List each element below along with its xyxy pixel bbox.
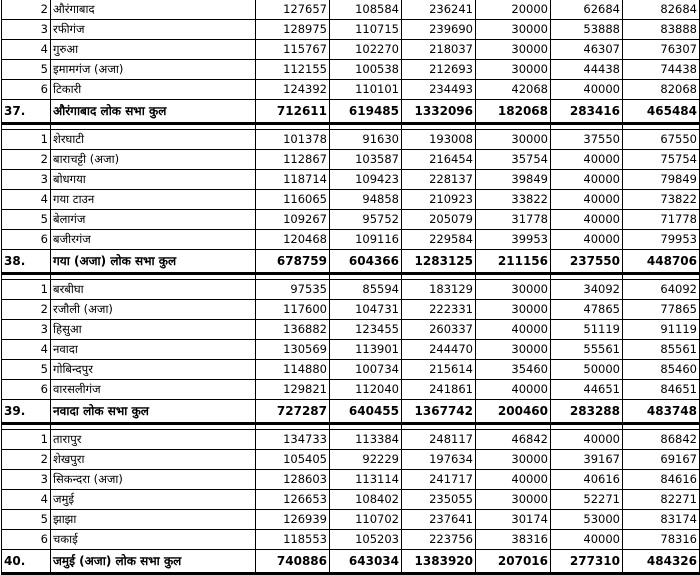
serial-number: 5 (2, 60, 51, 80)
value-f-cell: 83888 (623, 20, 700, 40)
value-d-cell: 31778 (476, 210, 551, 230)
lok-sabha-number: 37. (2, 100, 51, 124)
total-electors-cell: 236241 (402, 0, 476, 20)
value-f-cell: 84651 (623, 380, 700, 400)
serial-number: 2 (2, 300, 51, 320)
value-f-cell: 78316 (623, 530, 700, 550)
total-electors-male-total: 678759 (256, 250, 330, 274)
total-electors-male-cell: 118714 (256, 170, 330, 190)
value-e-cell: 47865 (551, 300, 623, 320)
total-electors-cell: 239690 (402, 20, 476, 40)
serial-number: 2 (2, 0, 51, 20)
value-e-cell: 40000 (551, 190, 623, 210)
lok-sabha-total-label: नवादा लोक सभा कुल (51, 400, 256, 424)
total-electors-female-total: 604366 (330, 250, 402, 274)
value-f-cell: 82684 (623, 0, 700, 20)
value-e-total: 277310 (551, 550, 623, 574)
total-electors-male-cell: 127657 (256, 0, 330, 20)
total-electors-male-total: 727287 (256, 400, 330, 424)
total-electors-cell: 241717 (402, 470, 476, 490)
total-electors-cell: 193008 (402, 130, 476, 150)
total-electors-male-total: 712611 (256, 100, 330, 124)
total-electors-cell: 197634 (402, 450, 476, 470)
value-e-cell: 40000 (551, 80, 623, 100)
value-d-cell: 30000 (476, 280, 551, 300)
total-electors-female-cell: 109116 (330, 230, 402, 250)
total-electors-male-cell: 116065 (256, 190, 330, 210)
value-e-cell: 44438 (551, 60, 623, 80)
value-e-cell: 46307 (551, 40, 623, 60)
table-row (2, 360, 700, 380)
lok-sabha-total-row (2, 250, 700, 274)
value-f-cell: 76307 (623, 40, 700, 60)
table-row (2, 300, 700, 320)
constituency-name: वारसलीगंज (51, 380, 256, 400)
value-e-cell: 39167 (551, 450, 623, 470)
total-electors-male-cell: 128603 (256, 470, 330, 490)
value-f-cell: 64092 (623, 280, 700, 300)
constituency-name: टिकारी (51, 80, 256, 100)
serial-number: 3 (2, 170, 51, 190)
constituency-name: सिकन्दरा (अजा) (51, 470, 256, 490)
value-d-cell: 35754 (476, 150, 551, 170)
total-electors-cell: 248117 (402, 430, 476, 450)
total-electors-female-cell: 103587 (330, 150, 402, 170)
lok-sabha-number: 40. (2, 550, 51, 574)
total-electors-total: 1283125 (402, 250, 476, 274)
value-e-cell: 40000 (551, 230, 623, 250)
total-electors-male-cell: 130569 (256, 340, 330, 360)
total-electors-cell: 222331 (402, 300, 476, 320)
serial-number: 4 (2, 190, 51, 210)
constituency-name: बाराचट्टी (अजा) (51, 150, 256, 170)
total-electors-cell: 260337 (402, 320, 476, 340)
total-electors-female-cell: 91630 (330, 130, 402, 150)
value-f-cell: 82068 (623, 80, 700, 100)
total-electors-male-cell: 105405 (256, 450, 330, 470)
total-electors-female-cell: 102270 (330, 40, 402, 60)
value-d-cell: 30000 (476, 490, 551, 510)
value-e-cell: 62684 (551, 0, 623, 20)
total-electors-female-total: 619485 (330, 100, 402, 124)
value-f-cell: 85460 (623, 360, 700, 380)
constituency-name: बजीरगंज (51, 230, 256, 250)
total-electors-cell: 237641 (402, 510, 476, 530)
table-row (2, 0, 700, 20)
value-e-total: 283288 (551, 400, 623, 424)
total-electors-female-cell: 112040 (330, 380, 402, 400)
total-electors-male-cell: 120468 (256, 230, 330, 250)
table-row (2, 190, 700, 210)
value-f-cell: 74438 (623, 60, 700, 80)
serial-number: 6 (2, 230, 51, 250)
total-electors-cell: 216454 (402, 150, 476, 170)
value-e-cell: 34092 (551, 280, 623, 300)
value-d-cell: 30000 (476, 20, 551, 40)
total-electors-female-cell: 94858 (330, 190, 402, 210)
value-e-cell: 40000 (551, 430, 623, 450)
constituency-name: रजौली (अजा) (51, 300, 256, 320)
total-electors-cell: 218037 (402, 40, 476, 60)
value-f-cell: 67550 (623, 130, 700, 150)
value-f-total: 465484 (623, 100, 700, 124)
value-e-total: 237550 (551, 250, 623, 274)
total-electors-cell: 183129 (402, 280, 476, 300)
constituency-name: गया टाउन (51, 190, 256, 210)
constituency-table (1, 0, 700, 575)
serial-number: 5 (2, 510, 51, 530)
constituency-name: बोधगया (51, 170, 256, 190)
table-row (2, 60, 700, 80)
serial-number: 1 (2, 280, 51, 300)
table-row (2, 450, 700, 470)
total-electors-female-cell: 100538 (330, 60, 402, 80)
total-electors-female-cell: 110702 (330, 510, 402, 530)
value-f-cell: 77865 (623, 300, 700, 320)
value-f-cell: 91119 (623, 320, 700, 340)
total-electors-female-cell: 113901 (330, 340, 402, 360)
constituency-name: औरंगाबाद (51, 0, 256, 20)
total-electors-male-cell: 101378 (256, 130, 330, 150)
value-f-cell: 85561 (623, 340, 700, 360)
value-d-cell: 30000 (476, 130, 551, 150)
table-row (2, 470, 700, 490)
total-electors-cell: 234493 (402, 80, 476, 100)
constituency-name: बेलागंज (51, 210, 256, 230)
total-electors-male-cell: 134733 (256, 430, 330, 450)
table-row (2, 170, 700, 190)
value-d-cell: 46842 (476, 430, 551, 450)
table-row (2, 230, 700, 250)
serial-number: 1 (2, 430, 51, 450)
serial-number: 5 (2, 210, 51, 230)
table-row (2, 430, 700, 450)
total-electors-female-total: 640455 (330, 400, 402, 424)
total-electors-female-total: 643034 (330, 550, 402, 574)
lok-sabha-number: 39. (2, 400, 51, 424)
total-electors-female-cell: 104731 (330, 300, 402, 320)
value-f-cell: 82271 (623, 490, 700, 510)
table-row (2, 320, 700, 340)
constituency-name: नवादा (51, 340, 256, 360)
value-e-cell: 37550 (551, 130, 623, 150)
serial-number: 4 (2, 40, 51, 60)
total-electors-male-cell: 118553 (256, 530, 330, 550)
value-e-cell: 40000 (551, 530, 623, 550)
value-d-cell: 30000 (476, 60, 551, 80)
value-e-cell: 53000 (551, 510, 623, 530)
serial-number: 2 (2, 450, 51, 470)
total-electors-female-cell: 95752 (330, 210, 402, 230)
table-row (2, 340, 700, 360)
total-electors-female-cell: 92229 (330, 450, 402, 470)
constituency-name: शेखपुरा (51, 450, 256, 470)
serial-number: 3 (2, 20, 51, 40)
serial-number: 6 (2, 530, 51, 550)
total-electors-male-cell: 112155 (256, 60, 330, 80)
lok-sabha-number: 38. (2, 250, 51, 274)
total-electors-female-cell: 100734 (330, 360, 402, 380)
value-d-cell: 30000 (476, 40, 551, 60)
constituency-name: तारापुर (51, 430, 256, 450)
value-d-total: 207016 (476, 550, 551, 574)
total-electors-female-cell: 113384 (330, 430, 402, 450)
total-electors-male-cell: 112867 (256, 150, 330, 170)
table-row (2, 280, 700, 300)
total-electors-cell: 241861 (402, 380, 476, 400)
total-electors-male-cell: 114880 (256, 360, 330, 380)
total-electors-male-total: 740886 (256, 550, 330, 574)
value-e-cell: 40000 (551, 170, 623, 190)
total-electors-cell: 244470 (402, 340, 476, 360)
value-d-cell: 30000 (476, 300, 551, 320)
value-e-cell: 51119 (551, 320, 623, 340)
total-electors-female-cell: 110715 (330, 20, 402, 40)
serial-number: 6 (2, 80, 51, 100)
value-f-cell: 73822 (623, 190, 700, 210)
total-electors-total: 1367742 (402, 400, 476, 424)
value-f-cell: 79953 (623, 230, 700, 250)
table-row (2, 510, 700, 530)
total-electors-male-cell: 117600 (256, 300, 330, 320)
value-d-cell: 33822 (476, 190, 551, 210)
total-electors-male-cell: 109267 (256, 210, 330, 230)
total-electors-cell: 228137 (402, 170, 476, 190)
total-electors-female-cell: 105203 (330, 530, 402, 550)
total-electors-total: 1332096 (402, 100, 476, 124)
value-e-cell: 53888 (551, 20, 623, 40)
table-row (2, 80, 700, 100)
total-electors-total: 1383920 (402, 550, 476, 574)
value-d-cell: 30174 (476, 510, 551, 530)
total-electors-cell: 205079 (402, 210, 476, 230)
value-e-cell: 50000 (551, 360, 623, 380)
total-electors-male-cell: 136882 (256, 320, 330, 340)
constituency-name: रफीगंज (51, 20, 256, 40)
total-electors-female-cell: 123455 (330, 320, 402, 340)
value-d-total: 200460 (476, 400, 551, 424)
serial-number: 1 (2, 130, 51, 150)
total-electors-male-cell: 129821 (256, 380, 330, 400)
value-d-cell: 35460 (476, 360, 551, 380)
total-electors-cell: 229584 (402, 230, 476, 250)
table-row (2, 380, 700, 400)
constituency-name: गुरुआ (51, 40, 256, 60)
serial-number: 4 (2, 490, 51, 510)
table-row (2, 40, 700, 60)
value-d-cell: 40000 (476, 320, 551, 340)
value-f-total: 448706 (623, 250, 700, 274)
total-electors-cell: 223756 (402, 530, 476, 550)
table-row (2, 130, 700, 150)
value-f-total: 484326 (623, 550, 700, 574)
serial-number: 6 (2, 380, 51, 400)
total-electors-cell: 212693 (402, 60, 476, 80)
total-electors-male-cell: 126939 (256, 510, 330, 530)
value-f-cell: 69167 (623, 450, 700, 470)
total-electors-female-cell: 109423 (330, 170, 402, 190)
total-electors-male-cell: 124392 (256, 80, 330, 100)
value-f-cell: 71778 (623, 210, 700, 230)
serial-number: 2 (2, 150, 51, 170)
table-row (2, 210, 700, 230)
value-d-cell: 39849 (476, 170, 551, 190)
value-d-cell: 30000 (476, 450, 551, 470)
constituency-name: गोबिन्दपुर (51, 360, 256, 380)
total-electors-cell: 215614 (402, 360, 476, 380)
total-electors-female-cell: 108402 (330, 490, 402, 510)
value-f-cell: 79849 (623, 170, 700, 190)
lok-sabha-total-label: औरंगाबाद लोक सभा कुल (51, 100, 256, 124)
lok-sabha-total-label: जमुई (अजा) लोक सभा कुल (51, 550, 256, 574)
total-electors-male-cell: 126653 (256, 490, 330, 510)
serial-number: 4 (2, 340, 51, 360)
value-e-cell: 52271 (551, 490, 623, 510)
value-d-total: 182068 (476, 100, 551, 124)
total-electors-female-cell: 108584 (330, 0, 402, 20)
constituency-name: हिसुआ (51, 320, 256, 340)
value-d-cell: 39953 (476, 230, 551, 250)
total-electors-female-cell: 113114 (330, 470, 402, 490)
constituency-name: बरबीघा (51, 280, 256, 300)
total-electors-male-cell: 115767 (256, 40, 330, 60)
total-electors-female-cell: 85594 (330, 280, 402, 300)
value-d-cell: 30000 (476, 340, 551, 360)
lok-sabha-total-row (2, 550, 700, 574)
serial-number: 3 (2, 320, 51, 340)
lok-sabha-total-label: गया (अजा) लोक सभा कुल (51, 250, 256, 274)
value-f-total: 483748 (623, 400, 700, 424)
value-d-cell: 40000 (476, 470, 551, 490)
table-body (2, 0, 700, 574)
constituency-name: शेरघाटी (51, 130, 256, 150)
lok-sabha-total-row (2, 400, 700, 424)
value-e-cell: 40000 (551, 150, 623, 170)
value-f-cell: 86842 (623, 430, 700, 450)
value-d-total: 211156 (476, 250, 551, 274)
serial-number: 5 (2, 360, 51, 380)
total-electors-female-cell: 110101 (330, 80, 402, 100)
constituency-name: चकाई (51, 530, 256, 550)
total-electors-cell: 210923 (402, 190, 476, 210)
value-f-cell: 84616 (623, 470, 700, 490)
value-e-total: 283416 (551, 100, 623, 124)
constituency-name: जमुई (51, 490, 256, 510)
table-row (2, 20, 700, 40)
value-d-cell: 40000 (476, 380, 551, 400)
value-d-cell: 38316 (476, 530, 551, 550)
value-e-cell: 55561 (551, 340, 623, 360)
table-row (2, 530, 700, 550)
constituency-name: झाझा (51, 510, 256, 530)
lok-sabha-total-row (2, 100, 700, 124)
value-d-cell: 20000 (476, 0, 551, 20)
value-e-cell: 40000 (551, 210, 623, 230)
value-e-cell: 44651 (551, 380, 623, 400)
serial-number: 3 (2, 470, 51, 490)
total-electors-cell: 235055 (402, 490, 476, 510)
value-d-cell: 42068 (476, 80, 551, 100)
constituency-name: इमामगंज (अजा) (51, 60, 256, 80)
table-row (2, 150, 700, 170)
value-f-cell: 83174 (623, 510, 700, 530)
table-row (2, 490, 700, 510)
total-electors-male-cell: 128975 (256, 20, 330, 40)
total-electors-male-cell: 97535 (256, 280, 330, 300)
value-f-cell: 75754 (623, 150, 700, 170)
value-e-cell: 40616 (551, 470, 623, 490)
